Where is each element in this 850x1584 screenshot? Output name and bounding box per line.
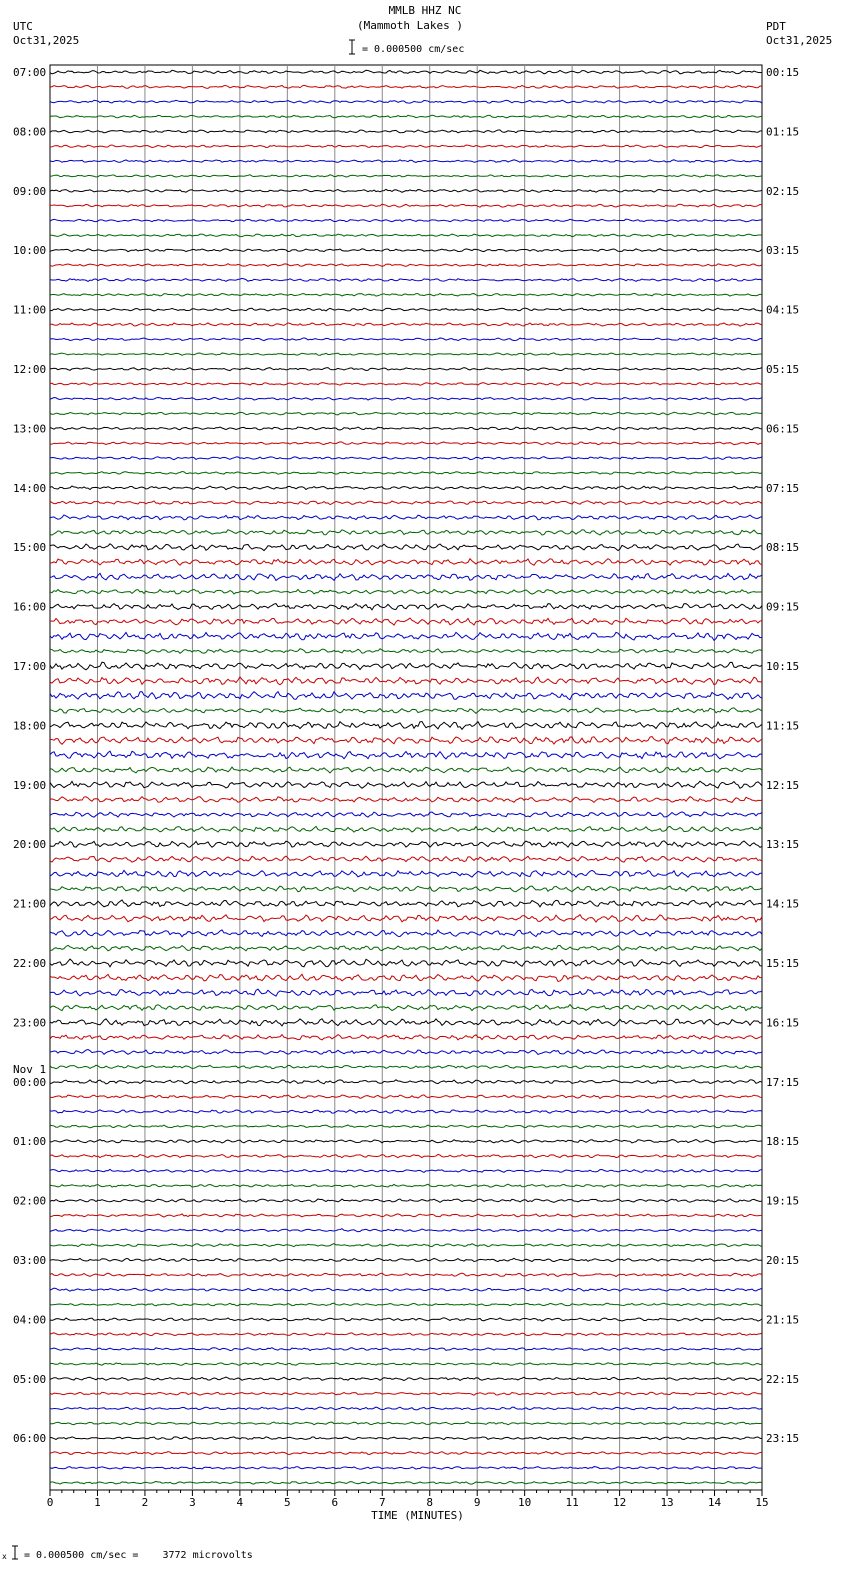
seismic-trace [50,293,762,296]
seismic-trace [50,708,762,713]
seismic-trace [50,501,762,505]
pdt-hour-label: 21:15 [766,1313,800,1327]
seismic-trace [50,368,762,371]
pdt-hour-label: 17:15 [766,1075,800,1089]
pdt-hour-label: 12:15 [766,778,800,792]
seismic-trace [50,100,762,103]
seismic-trace [50,264,762,267]
seismic-trace [50,649,762,654]
x-tick-label: 7 [378,1496,386,1509]
seismic-trace [50,1407,762,1410]
x-tick-label: 2 [141,1496,149,1509]
seismic-trace [50,1333,762,1336]
scale-bar-label: = 0.000500 cm/sec [362,44,465,55]
seismic-trace [50,974,762,981]
seismic-trace [50,412,762,415]
pdt-hour-label: 06:15 [766,422,800,436]
seismic-trace [50,573,762,580]
seismic-trace [50,1437,762,1440]
right-date: Oct31,2025 [766,34,833,47]
x-tick-label: 15 [755,1496,769,1509]
seismic-trace [50,397,762,400]
pdt-hour-label: 08:15 [766,541,800,555]
station-title: MMLB HHZ NC [388,4,462,17]
utc-hour-label: 17:00 [13,660,47,673]
seismic-trace [50,1110,762,1113]
seismic-trace [50,486,762,490]
seismic-trace [50,1229,762,1232]
seismic-trace [50,1392,762,1395]
seismic-trace [50,1481,762,1484]
utc-hour-label: 11:00 [13,303,47,317]
seismic-trace [50,662,762,670]
pdt-hour-label: 13:15 [766,838,800,852]
seismic-trace [50,1363,762,1366]
seismic-trace [50,737,762,745]
seismic-trace [50,1467,762,1470]
seismic-trace [50,1005,762,1011]
utc-hour-label: 15:00 [13,541,47,555]
seismic-trace [50,1184,762,1187]
seismic-trace [50,751,762,759]
seismic-trace [50,692,762,700]
utc-hour-label: 10:00 [13,244,47,258]
x-tick-label: 4 [236,1496,244,1509]
footer-prefix: x [2,1552,7,1561]
seismic-trace [50,145,762,148]
seismic-trace [50,1050,762,1055]
pdt-hour-label: 05:15 [766,363,800,376]
seismic-trace [50,826,762,832]
seismic-trace [50,1035,762,1040]
pdt-hour-label: 09:15 [766,600,800,614]
seismic-trace [50,1125,762,1128]
seismic-trace [50,1095,762,1099]
seismic-trace [50,677,762,685]
utc-hour-label: 23:00 [13,1016,47,1030]
seismic-trace [50,618,762,625]
x-axis-title: TIME (MINUTES) [371,1509,464,1522]
x-tick-label: 0 [46,1496,54,1509]
utc-hour-label: 06:00 [13,1432,47,1446]
utc-hour-label: 02:00 [13,1194,47,1208]
seismic-trace [50,160,762,163]
utc-hour-label: 01:00 [13,1135,47,1149]
seismic-trace [50,1019,762,1026]
seismic-trace [50,797,762,803]
pdt-hour-label: 18:15 [766,1135,800,1149]
seismic-trace [50,323,762,326]
seismic-trace [50,1273,762,1276]
seismic-trace [50,530,762,535]
utc-hour-label: 07:00 [13,66,47,79]
x-tick-label: 6 [331,1496,339,1509]
utc-hour-label: 12:00 [13,363,47,376]
scale-bar-icon [349,40,355,54]
x-tick-label: 8 [426,1496,434,1509]
seismic-trace [50,1065,762,1068]
right-timezone: PDT [766,20,786,33]
seismic-trace [50,472,762,475]
seismic-trace [50,1244,762,1247]
seismic-trace [50,457,762,460]
seismic-trace [50,812,762,817]
seismic-trace [50,278,762,281]
seismic-trace [50,589,762,594]
seismic-trace [50,886,762,892]
pdt-hour-label: 15:15 [766,957,800,970]
utc-hour-label: 19:00 [13,778,47,792]
seismic-trace [50,1348,762,1351]
seismic-trace [50,219,762,222]
pdt-hour-label: 01:15 [766,125,800,139]
seismic-trace [50,989,762,996]
seismic-trace [50,841,762,848]
pdt-hour-label: 16:15 [766,1016,800,1030]
utc-hour-label: 13:00 [13,422,47,436]
pdt-hour-label: 22:15 [766,1372,800,1386]
seismic-trace [50,189,762,192]
seismic-trace [50,930,762,937]
seismic-trace [50,900,762,907]
x-tick-label: 11 [565,1496,579,1509]
seismic-trace [50,70,762,74]
footer-scale-bar-icon [12,1546,18,1559]
seismic-trace [50,515,762,520]
seismic-trace [50,1169,762,1172]
pdt-hour-label: 07:15 [766,481,800,495]
seismic-trace [50,1377,762,1380]
seismic-trace [50,1452,762,1455]
seismic-trace [50,722,762,730]
x-tick-label: 1 [94,1496,101,1509]
seismic-trace [50,1140,762,1143]
utc-hour-label: 21:00 [13,897,47,911]
seismic-trace [50,945,762,951]
x-tick-label: 13 [660,1496,674,1509]
pdt-hour-label: 10:15 [766,660,800,673]
seismic-trace [50,959,762,967]
seismic-trace [50,1080,762,1084]
utc-hour-label: 00:00 [13,1075,47,1089]
date-change-label: Nov 1 [13,1062,47,1076]
seismic-trace [50,204,762,207]
utc-hour-label: 05:00 [13,1372,47,1386]
seismic-trace [50,856,762,862]
pdt-hour-label: 11:15 [766,719,800,733]
seismic-trace [50,1422,762,1425]
seismic-trace [50,442,762,445]
seismic-trace [50,308,762,311]
utc-hour-label: 04:00 [13,1313,47,1327]
seismic-trace [50,1303,762,1306]
seismic-trace [50,427,762,430]
left-timezone: UTC [13,20,33,33]
seismic-trace [50,353,762,355]
seismic-trace [50,175,762,177]
x-tick-label: 12 [612,1496,627,1509]
seismic-trace [50,338,762,341]
pdt-hour-label: 14:15 [766,897,800,911]
utc-hour-label: 20:00 [13,838,47,852]
pdt-hour-label: 04:15 [766,303,800,317]
pdt-hour-label: 03:15 [766,244,800,258]
seismic-trace [50,1318,762,1321]
seismic-trace [50,1199,762,1203]
pdt-hour-label: 19:15 [766,1194,800,1208]
pdt-hour-label: 00:15 [766,66,800,79]
utc-hour-label: 14:00 [13,481,47,495]
utc-hour-label: 09:00 [13,184,47,198]
utc-hour-label: 18:00 [13,719,47,733]
pdt-hour-label: 02:15 [766,184,800,198]
x-tick-label: 9 [473,1496,481,1509]
plot-frame [50,65,762,1490]
seismic-trace [50,915,762,922]
seismic-trace [50,234,762,237]
footer-scale-note: = 0.000500 cm/sec = 3772 microvolts [24,1550,253,1561]
utc-hour-label: 03:00 [13,1254,47,1267]
utc-hour-label: 08:00 [13,125,47,139]
seismic-trace [50,544,762,551]
utc-hour-label: 22:00 [13,957,47,970]
seismic-trace [50,559,762,566]
seismic-trace [50,1154,762,1157]
x-tick-label: 14 [707,1496,722,1509]
seismic-trace [50,781,762,788]
left-date: Oct31,2025 [13,34,80,47]
x-tick-label: 10 [518,1496,532,1509]
seismic-trace [50,383,762,386]
location-title: (Mammoth Lakes ) [357,19,463,32]
seismic-trace [50,115,762,118]
seismic-trace [50,632,762,640]
utc-hour-label: 16:00 [13,600,47,614]
seismic-trace [50,130,762,133]
seismic-trace [50,604,762,610]
x-tick-label: 5 [284,1496,291,1509]
pdt-hour-label: 20:15 [766,1254,800,1267]
seismic-trace [50,249,762,252]
seismic-trace [50,1258,762,1261]
seismic-trace [50,1288,762,1291]
seismic-trace [50,1214,762,1217]
seismic-trace [50,85,762,88]
x-tick-label: 3 [189,1496,196,1509]
pdt-hour-label: 23:15 [766,1432,800,1446]
seismic-trace [50,870,762,877]
seismic-trace [50,767,762,773]
